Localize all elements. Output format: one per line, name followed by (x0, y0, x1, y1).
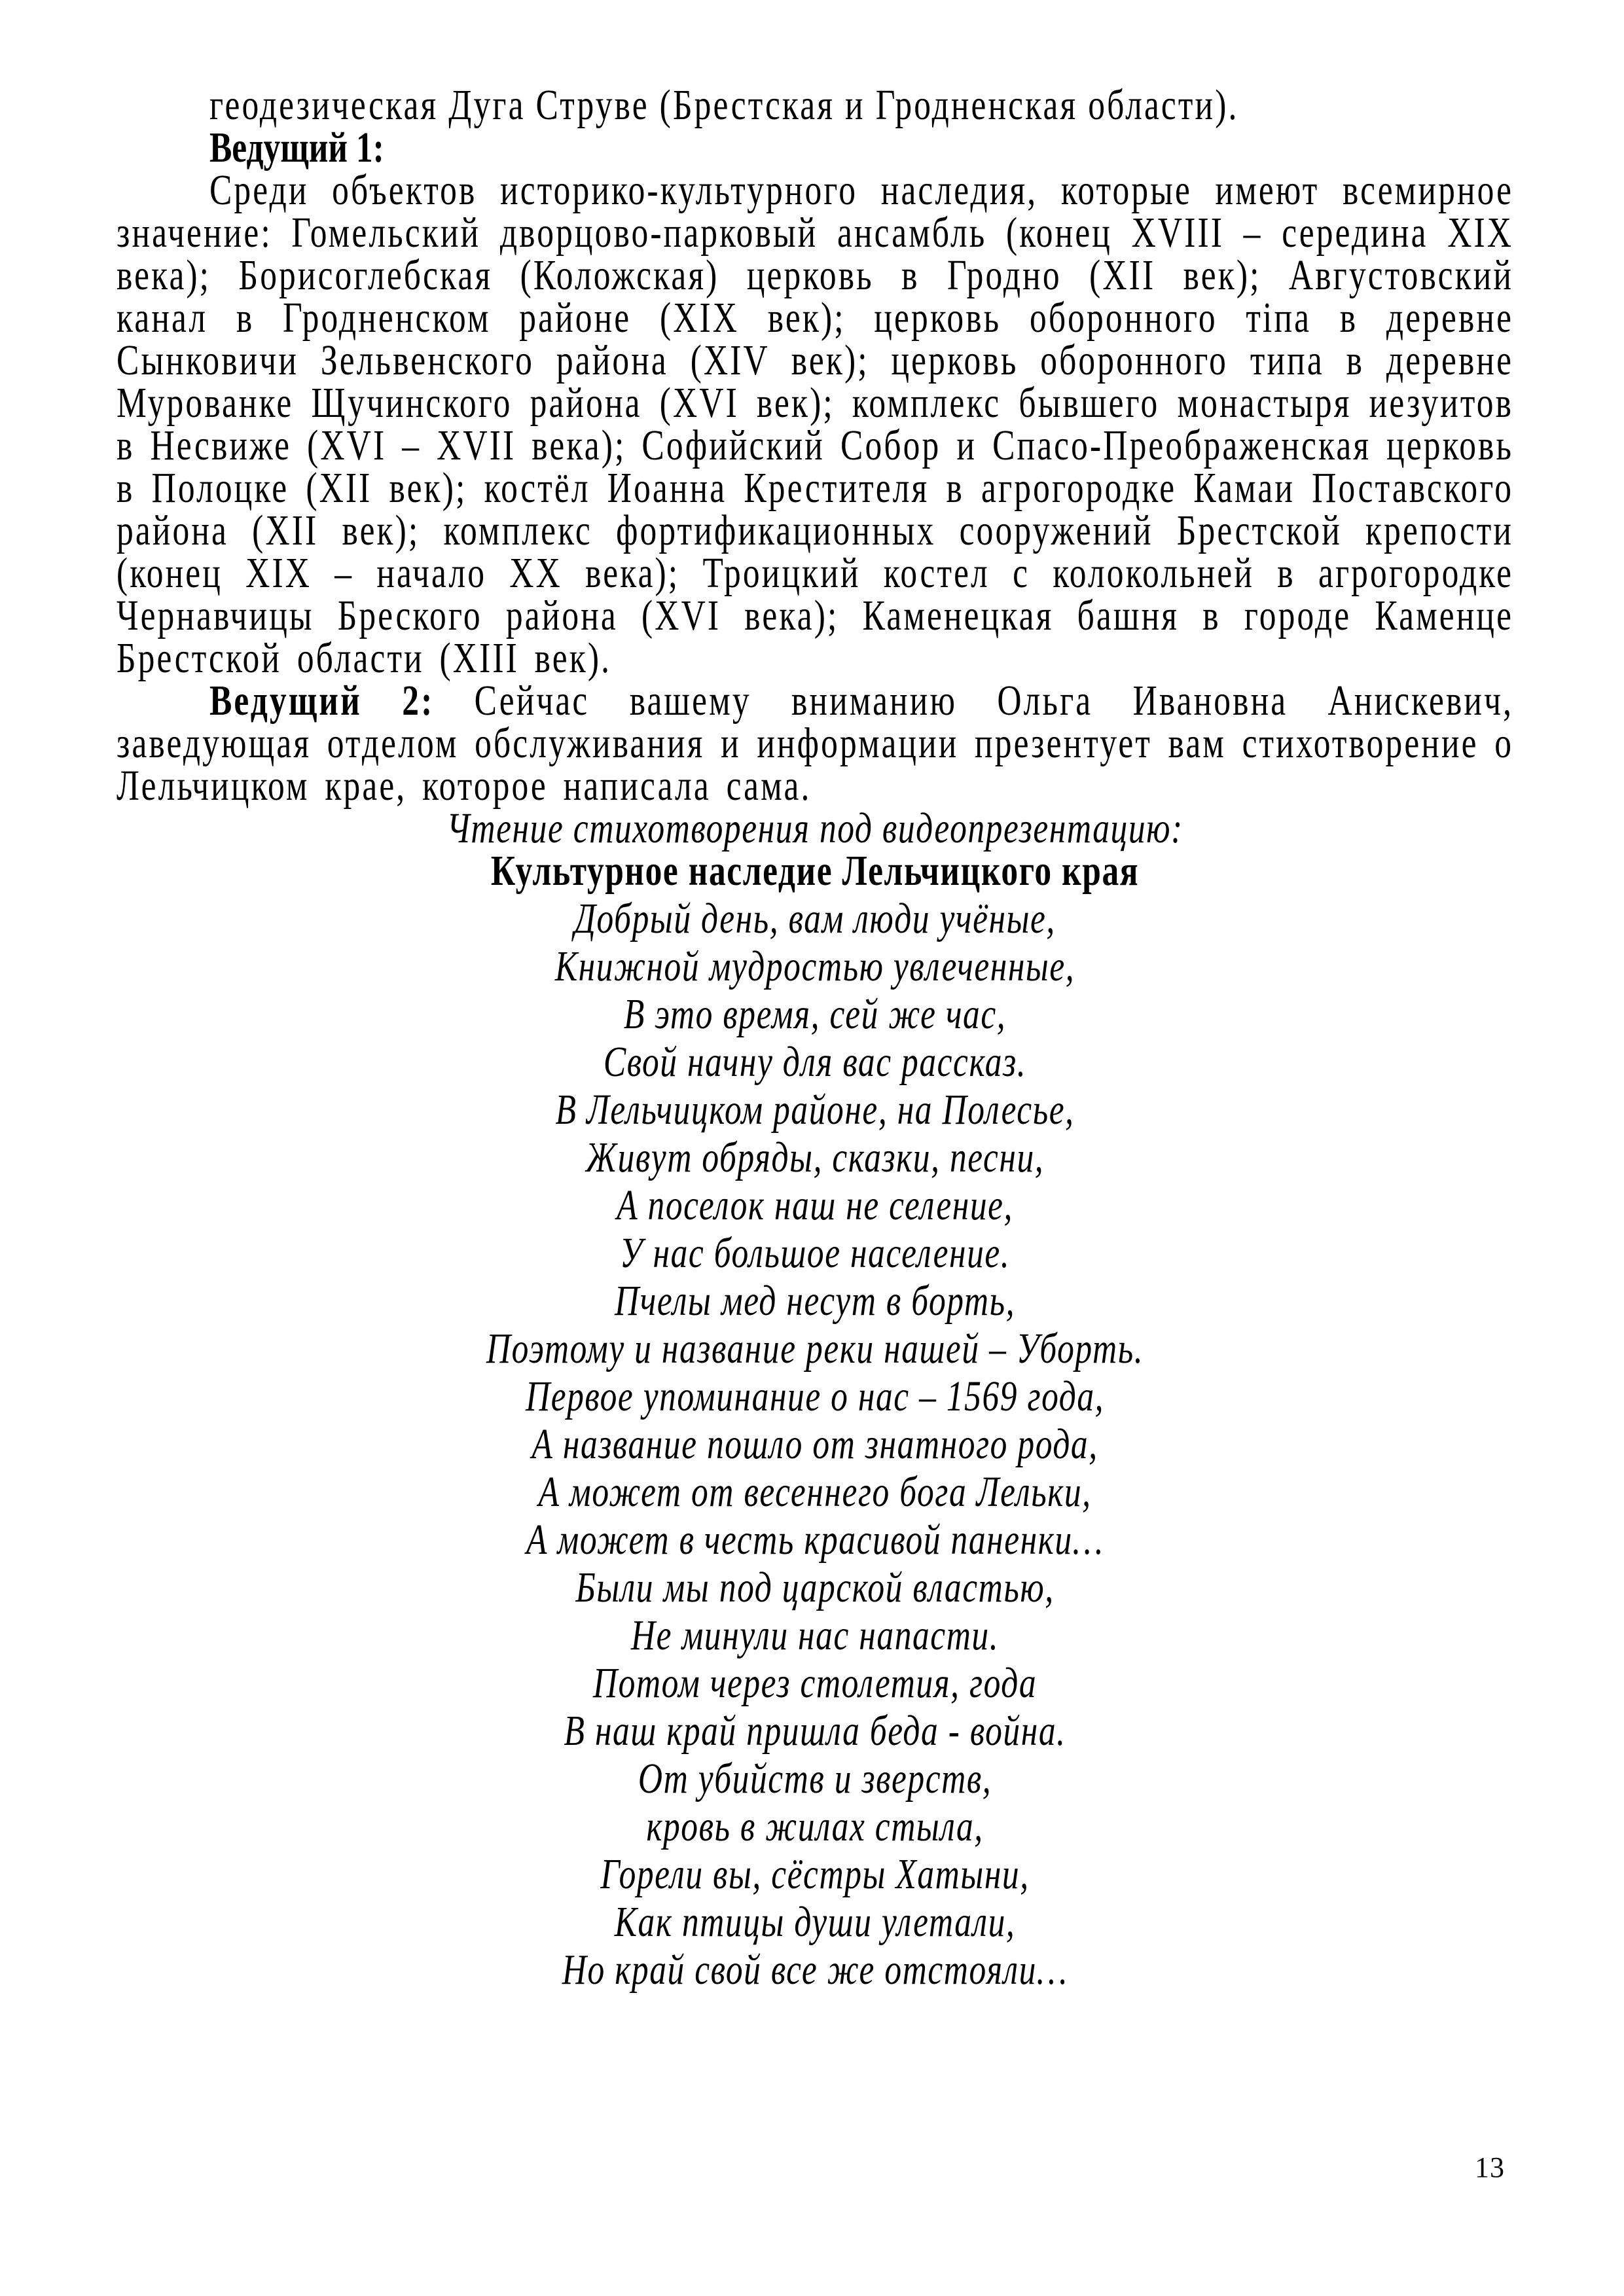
poem-line: Первое упоминание о нас – 1569 года, (525, 1372, 1105, 1420)
host2-text: Сейчас вашему вниманию Ольга Ивановна Анискевич, заведующая отделом обслуживания и информации презентует вам стихотворение о Лельчицком крае, которое написала сама. (117, 677, 1514, 810)
page-content (117, 81, 1514, 1994)
poem-line: А может от весеннего бога Лельки, (538, 1468, 1092, 1516)
page-number: 13 (1475, 2151, 1505, 2183)
poem-line: кровь в жилах стыла, (646, 1803, 984, 1850)
poem-line: Потом через столетия, года (592, 1659, 1038, 1707)
poem-line: А название пошло от знатного рода, (532, 1420, 1098, 1468)
poem-title: Культурное наследие Лельчицкого края (490, 847, 1140, 895)
poem (117, 895, 1513, 1994)
poem-line: Поэтому и название реки нашей – Уборть. (486, 1325, 1144, 1372)
host1-paragraph: Среди объектов историко-культурного наследия, которые имеют всемирное значение: Гомельский дворцово-парковый ансамбль (конец XVIII – середина XIX века); Борисоглебская (Коложская) церковь в Гродно (XII век); Августовский канал в Гродненском районе (XIX век); церковь оборонного тіпа в деревне Сынковичи Зельвенского района (XIV век); церковь оборонного типа в деревне Мурованке Щучинского района (XVI век); комплекс бывшего монастыря иезуитов в Несвиже (XVI – XVII века); Софийский Собор и Спасо-Преображенская церковь в Полоцке (XII век); костёл Иоанна Крестителя в агрогородке Камаи Поставского района (XII век); комплекс фортификационных сооружений Брестской крепости (конец XIX – начало XX века); Троицкий костел с колокольней в агрогородке Чернавчицы Бреского района (XVI века); Каменецкая башня в городе Каменце Брестской области (XIII век). (117, 166, 1514, 682)
poem-line: Как птицы души улетали, (614, 1898, 1016, 1946)
host2-label: Ведущий 2: (209, 677, 435, 725)
poem-line: В это время, сей же час, (623, 990, 1007, 1038)
poem-line: Живут обряды, сказки, песни, (585, 1134, 1045, 1181)
poem-line: Добрый день, вам люди учёные, (574, 895, 1056, 942)
host1-label: Ведущий 1: (209, 124, 384, 171)
poem-line: Книжной мудростью увлеченные, (554, 942, 1075, 990)
poem-line: В Лельчицком районе, на Полесье, (555, 1086, 1075, 1134)
poem-line: В наш край пришла беда - война. (564, 1707, 1066, 1755)
poem-line: А может в честь красивой паненки… (526, 1516, 1104, 1564)
poem-line: Свой начну для вас рассказ. (603, 1038, 1027, 1086)
stage-direction: Чтение стихотворения под видеопрезентацию: (446, 804, 1183, 852)
poem-line: Горели вы, сёстры Хатыни, (600, 1850, 1030, 1898)
poem-line: Пчелы мед несут в борть, (614, 1277, 1016, 1325)
host2-paragraph (117, 677, 1514, 810)
intro-line: геодезическая Дуга Струве (Брестская и Гродненская области). (209, 81, 1239, 129)
poem-line: Не минули нас напасти. (630, 1611, 1000, 1659)
poem-line: А поселок наш не селение, (617, 1181, 1013, 1229)
poem-line: Были мы под царской властью, (575, 1564, 1055, 1611)
poem-line: От убийств и зверств, (638, 1755, 992, 1803)
poem-line: У нас большое население. (619, 1229, 1011, 1277)
poem-line: Но край свой все же отстояли… (562, 1946, 1068, 1994)
